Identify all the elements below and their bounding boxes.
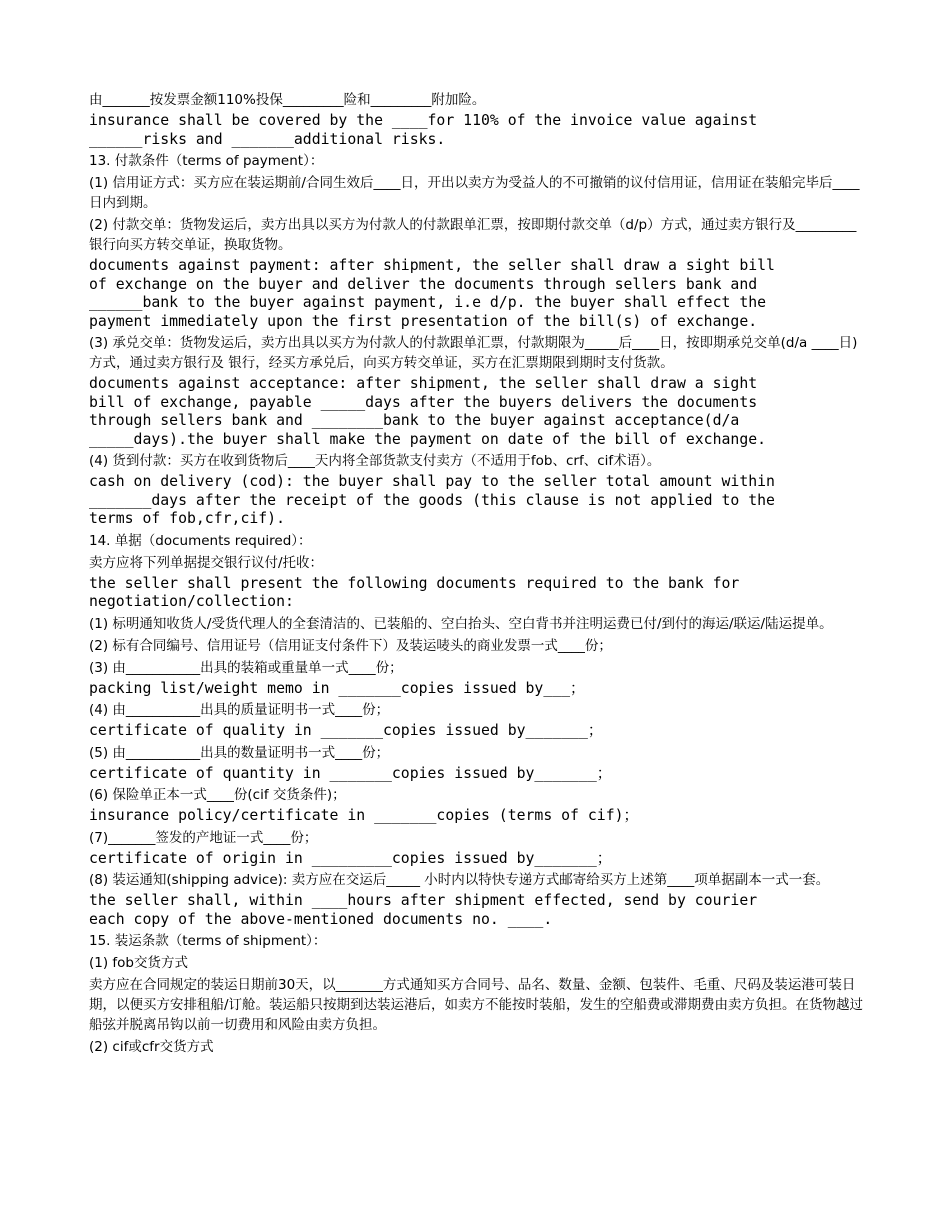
section-heading: 15. 装运条款（terms of shipment）：: [89, 933, 327, 949]
section-heading: 13. 付款条件（terms of payment）：: [89, 153, 324, 169]
text-line: documents against acceptance: after shipment, the seller shall draw a sight bill of exchange, payable _____days after the buyers delivers the documents through sellers bank and ________bank to the buyer against acceptance(d/a _____days).the buyer shall make the payment on date of the bill of exchange.: [89, 375, 767, 448]
text-line: packing list/weight memo in _______copies issued by___；: [89, 679, 585, 697]
text-line: (3) 由___________出具的装箱或重量单一式____份；: [89, 659, 403, 676]
text-line: the seller shall present the following documents required to the bank for negotiation/collection:: [89, 574, 740, 610]
text-line: (3) 承兑交单：货物发运后，卖方出具以买方为付款人的付款跟单汇票，付款期限为_____后____日，按即期承兑交单(d/a ____日)方式，通过卖方银行及 银行，经买方承兑后，向买方转交单证，买方在汇票期限到期时支付货款。: [89, 335, 858, 371]
text-line: (2) 标有合同编号、信用证号（信用证支付条件下）及装运唛头的商业发票一式____份；: [89, 637, 612, 654]
text-line: (4) 由___________出具的质量证明书一式____份；: [89, 702, 390, 718]
text-line: (6) 保险单正本一式____份(cif 交货条件)；: [89, 787, 346, 803]
text-line: 卖方应在合同规定的装运日期前30天，以_______方式通知买方合同号、品名、数量、金额、包装件、毛重、尺码及装运港可装日期，以便买方安排租船/订舱。装运船只按期到达装运港后，如卖方不能按时装船，发生的空船费或滞期费由卖方负担。在货物越过船弦并脱离吊钩以前一切费用和风险由卖方负担。: [89, 977, 864, 1033]
text-line: certificate of origin in _________copies issued by_______；: [89, 849, 612, 867]
text-line: the seller shall, within ____hours after shipment effected, send by courier each copy of the above-mentioned documents no. ____.: [89, 892, 758, 928]
section-heading: 14. 单据（documents required）：: [89, 532, 312, 549]
text-line: (4) 货到付款：买方在收到货物后____天内将全部货款支付卖方（不适用于fob、crf、cif术语）。: [89, 453, 661, 469]
text-line: insurance policy/certificate in _______copies (terms of cif)；: [89, 807, 639, 824]
text-line: certificate of quality in _______copies issued by_______；: [89, 722, 603, 739]
text-line: cash on delivery (cod): the buyer shall pay to the seller total amount within _______days after the receipt of the goods (this clause is not applied to the terms of fob,cfr,cif).: [89, 473, 775, 527]
text-line: 由_______按发票金额110%投保_________险和_________附加险。: [89, 92, 486, 108]
text-line: certificate of quantity in _______copies issued by_______；: [89, 764, 612, 782]
text-line: (7)_______签发的产地证一式____份；: [89, 829, 318, 846]
text-line: (2) cif或cfr交货方式: [89, 1039, 214, 1055]
text-line: (1) 标明通知收货人/受货代理人的全套清洁的、已装船的、空白抬头、空白背书并注明运费已付/到付的海运/联运/陆运提单。: [89, 615, 833, 632]
text-line: 卖方应将下列单据提交银行议付/托收：: [89, 554, 324, 571]
text-line: (2) 付款交单：货物发运后，卖方出具以买方为付款人的付款跟单汇票，按即期付款交单（d/p）方式，通过卖方银行及_________银行向买方转交单证，换取货物。: [89, 217, 857, 253]
text-line: (1) 信用证方式：买方应在装运期前/合同生效后____日，开出以卖方为受益人的不可撤销的议付信用证，信用证在装船完毕后____日内到期。: [89, 175, 860, 211]
document-page: [89, 90, 869, 1059]
text-line: insurance shall be covered by the ____for 110% of the invoice value against ______risks and _______additional risks.: [89, 112, 758, 148]
text-line: (5) 由___________出具的数量证明书一式____份；: [89, 744, 390, 761]
text-line: (1) fob交货方式: [89, 955, 188, 971]
text-line: (8) 装运通知(shipping advice): 卖方应在交运后_____ 小时内以特快专递方式邮寄给买方上述第____项单据副本一式一套。: [89, 872, 830, 888]
text-line: documents against payment: after shipment, the seller shall draw a sight bill of exchange on the buyer and deliver the documents through sellers bank and ______bank to the buyer against payment, i.e d/p. the buyer shall effect the payment immediately upon the first presentation of the bill(s) of exchange.: [89, 257, 775, 330]
